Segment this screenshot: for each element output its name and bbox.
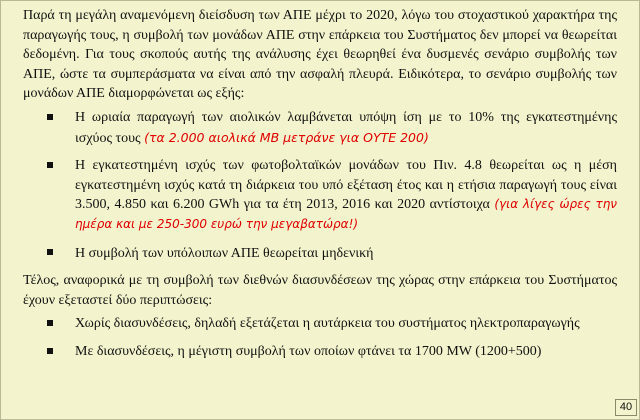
bullet-text: Η ωριαία παραγωγή των αιολικών λαμβάνεται υπόψη ίση με το 10% της εγκατεστημένης ισχύος τους xyxy=(75,109,617,146)
list-item xyxy=(23,243,617,264)
annotation-note: (τα 2.000 αιολικά ΜΒ μετράνε για ΟΥΤΕ 200) xyxy=(144,129,429,145)
square-bullet-icon xyxy=(47,348,53,354)
square-bullet-icon xyxy=(47,320,53,326)
list-item xyxy=(23,314,617,334)
slide-content xyxy=(23,6,617,370)
bullet-text: Η συμβολή των υπόλοιπων ΑΠΕ θεωρείται μηδενική xyxy=(75,245,374,261)
bullet-text: Η εγκατεστημένη ισχύς των φωτοβολταϊκών μονάδων του Πιν. 4.8 θεωρείται ως η μέση εγκατεστημένη ισχύς κατά τη διάρκεια του υπό εξέταση έτος και η ετήσια παραγωγή τους είναι 3.500, 4.850 και 6.200 GWh για τα έτη 2013, 2016 και 2020 αντίστοιχα xyxy=(75,158,617,213)
page-number: 40 xyxy=(615,399,637,416)
list-item xyxy=(23,342,617,362)
list-item xyxy=(23,156,617,234)
outro-paragraph: Τέλος, αναφορικά με τη συμβολή των διεθνών διασυνδέσεων της χώρας στην επάρκεια του Συστήματος έχουν εξεταστεί δύο περιπτώσεις: xyxy=(23,273,617,308)
annotation-note: (για λίγες ώρες την ημέρα και με 250-300 ευρώ την μεγαβατώρα!) xyxy=(75,197,617,231)
res-scenario-list xyxy=(23,108,617,263)
bullet-text: Με διασυνδέσεις, η μέγιστη συμβολή των οποίων φτάνει τα 1700 MW (1200+500) xyxy=(75,343,542,359)
list-item xyxy=(23,108,617,148)
square-bullet-icon xyxy=(47,162,53,168)
square-bullet-icon xyxy=(47,249,53,255)
intro-paragraph: Παρά τη μεγάλη αναμενόμενη διείσδυση των ΑΠΕ μέχρι το 2020, λόγω του στοχαστικού χαρακτήρα της παραγωγής τους, η συμβολή των μονάδων ΑΠΕ στην επάρκεια του Συστήματος δεν μπορεί να θεωρείται δεδομένη. Για τους σκοπούς αυτής της ανάλυσης έχει θεωρηθεί ένα δυσμενές σενάριο συμβολής των ΑΠΕ, ώστε τα συμπεράσματα να είναι από την ασφαλή πλευρά. Ειδικότερα, το σενάριο συμβολής των μονάδων ΑΠΕ διαμορφώνεται ως εξής: xyxy=(23,8,617,102)
interconnection-cases-list xyxy=(23,314,617,361)
bullet-text: Χωρίς διασυνδέσεις, δηλαδή εξετάζεται η αυτάρκεια του συστήματος ηλεκτροπαραγωγής xyxy=(75,316,580,332)
square-bullet-icon xyxy=(47,114,53,120)
